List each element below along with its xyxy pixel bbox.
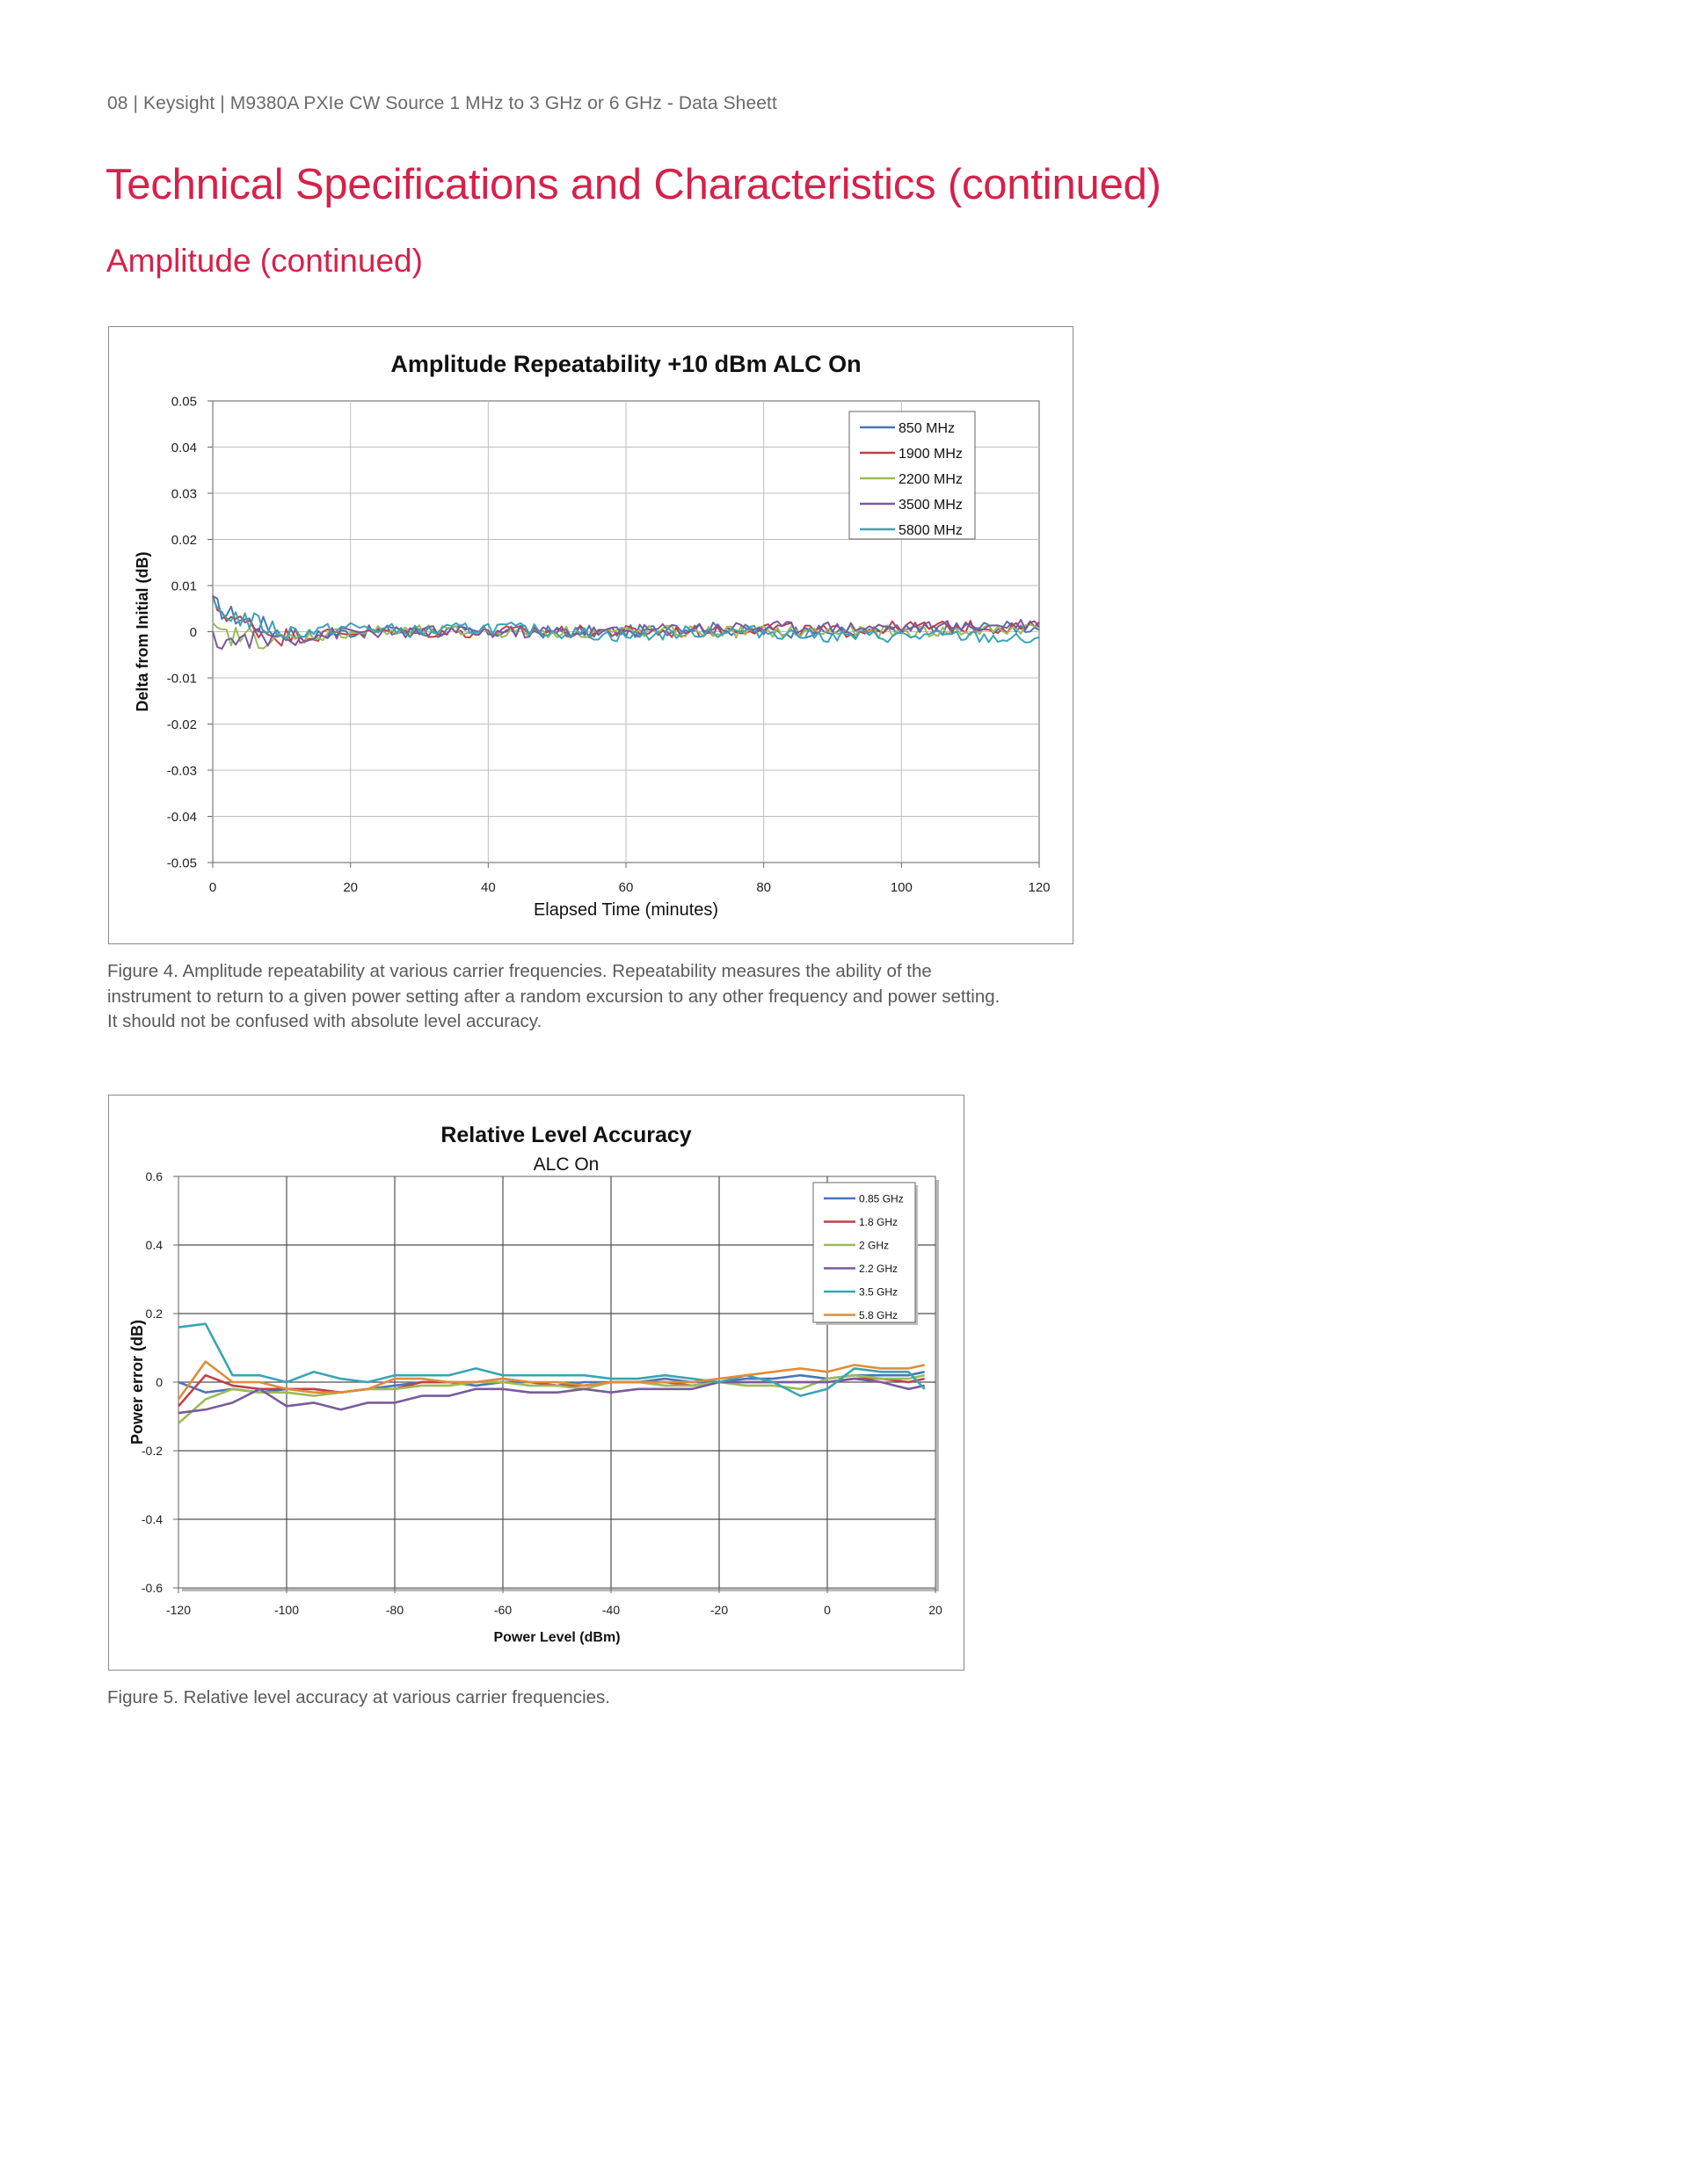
figure-5-caption-line: Figure 5. Relative level accuracy at various carrier frequencies. <box>107 1687 610 1707</box>
y-tick-label: 0.2 <box>145 1306 163 1321</box>
x-tick-label: -120 <box>165 1603 192 1617</box>
figure-4-chart-frame <box>108 326 1073 944</box>
legend-entry: 850 MHz <box>899 420 956 436</box>
x-tick-label: 120 <box>1028 880 1051 895</box>
y-tick-label: -0.6 <box>141 1580 163 1595</box>
legend-entry: 2200 MHz <box>899 471 963 487</box>
x-tick-label: 80 <box>756 880 772 895</box>
legend-entry: 3.5 GHz <box>859 1285 899 1299</box>
y-tick-label: -0.4 <box>141 1511 163 1526</box>
x-tick-label: 40 <box>480 880 496 895</box>
x-tick-label: 100 <box>890 880 913 895</box>
x-tick-label: -20 <box>709 1603 729 1617</box>
running-head: 08 | Keysight | M9380A PXIe CW Source 1 MHz to 3 GHz or 6 GHz - Data Sheett <box>107 93 777 113</box>
y-tick-label: 0.04 <box>171 440 197 455</box>
figure-5-chart-frame <box>108 1095 964 1671</box>
x-tick-label: 60 <box>618 880 634 895</box>
chart-title: Relative Level Accuracy <box>440 1123 692 1147</box>
y-axis-label: Power error (dB) <box>128 1319 146 1445</box>
x-tick-label: 20 <box>928 1603 942 1617</box>
legend-entry: 1900 MHz <box>899 446 963 462</box>
figure-4-caption-line: Figure 4. Amplitude repeatability at various carrier frequencies. Repeatability measures the ability of the <box>107 961 932 981</box>
y-tick-label: 0 <box>156 1374 163 1389</box>
x-tick-label: -40 <box>601 1603 621 1617</box>
y-tick-label: 0.6 <box>145 1168 163 1183</box>
legend-entry: 2.2 GHz <box>859 1262 899 1275</box>
legend-entry: 1.8 GHz <box>859 1215 899 1228</box>
legend-entry: 3500 MHz <box>899 497 963 513</box>
y-tick-label: -0.05 <box>166 855 197 871</box>
chart-title: Amplitude Repeatability +10 dBm ALC On <box>390 351 862 377</box>
y-tick-label: 0.4 <box>145 1237 163 1252</box>
y-tick-label: -0.2 <box>141 1443 163 1458</box>
x-axis-label: Power Level (dBm) <box>493 1630 621 1645</box>
legend-entry: 2 GHz <box>859 1239 890 1252</box>
x-tick-label: 20 <box>343 880 359 895</box>
x-tick-label: -100 <box>273 1603 300 1617</box>
relative-level-accuracy-chart <box>109 1096 964 1670</box>
y-tick-label: -0.01 <box>166 671 197 687</box>
figure-5-caption <box>107 1685 1092 1711</box>
y-tick-label: 0.02 <box>171 532 197 548</box>
y-tick-label: -0.03 <box>166 763 197 779</box>
legend-entry: 5.8 GHz <box>859 1308 899 1321</box>
x-axis-label: Elapsed Time (minutes) <box>533 900 719 920</box>
y-tick-label: 0.05 <box>171 394 197 410</box>
figure-4-caption-line: instrument to return to a given power setting after a random excursion to any other frequency and power setting. <box>107 986 1000 1007</box>
x-tick-label: -80 <box>385 1603 404 1617</box>
legend-entry: 0.85 GHz <box>859 1192 904 1205</box>
page-title: Technical Specifications and Characteristics (continued) <box>106 161 1161 208</box>
y-tick-label: 0 <box>189 624 197 640</box>
section-subtitle: Amplitude (continued) <box>106 243 423 279</box>
x-tick-label: 0 <box>824 1603 831 1617</box>
chart-subtitle: ALC On <box>533 1154 600 1175</box>
x-tick-label: 0 <box>208 880 217 895</box>
figure-4-caption-line: It should not be confused with absolute level accuracy. <box>107 1011 542 1031</box>
y-tick-label: 0.01 <box>171 579 197 594</box>
legend-entry: 5800 MHz <box>899 522 963 538</box>
y-tick-label: -0.02 <box>166 717 197 732</box>
y-axis-label: Delta from Initial (dB) <box>134 551 151 712</box>
x-tick-label: -60 <box>493 1603 513 1617</box>
figure-4-caption <box>107 959 1092 1035</box>
y-tick-label: 0.03 <box>171 486 197 502</box>
amplitude-repeatability-chart <box>109 327 1073 943</box>
y-tick-label: -0.04 <box>166 809 197 825</box>
